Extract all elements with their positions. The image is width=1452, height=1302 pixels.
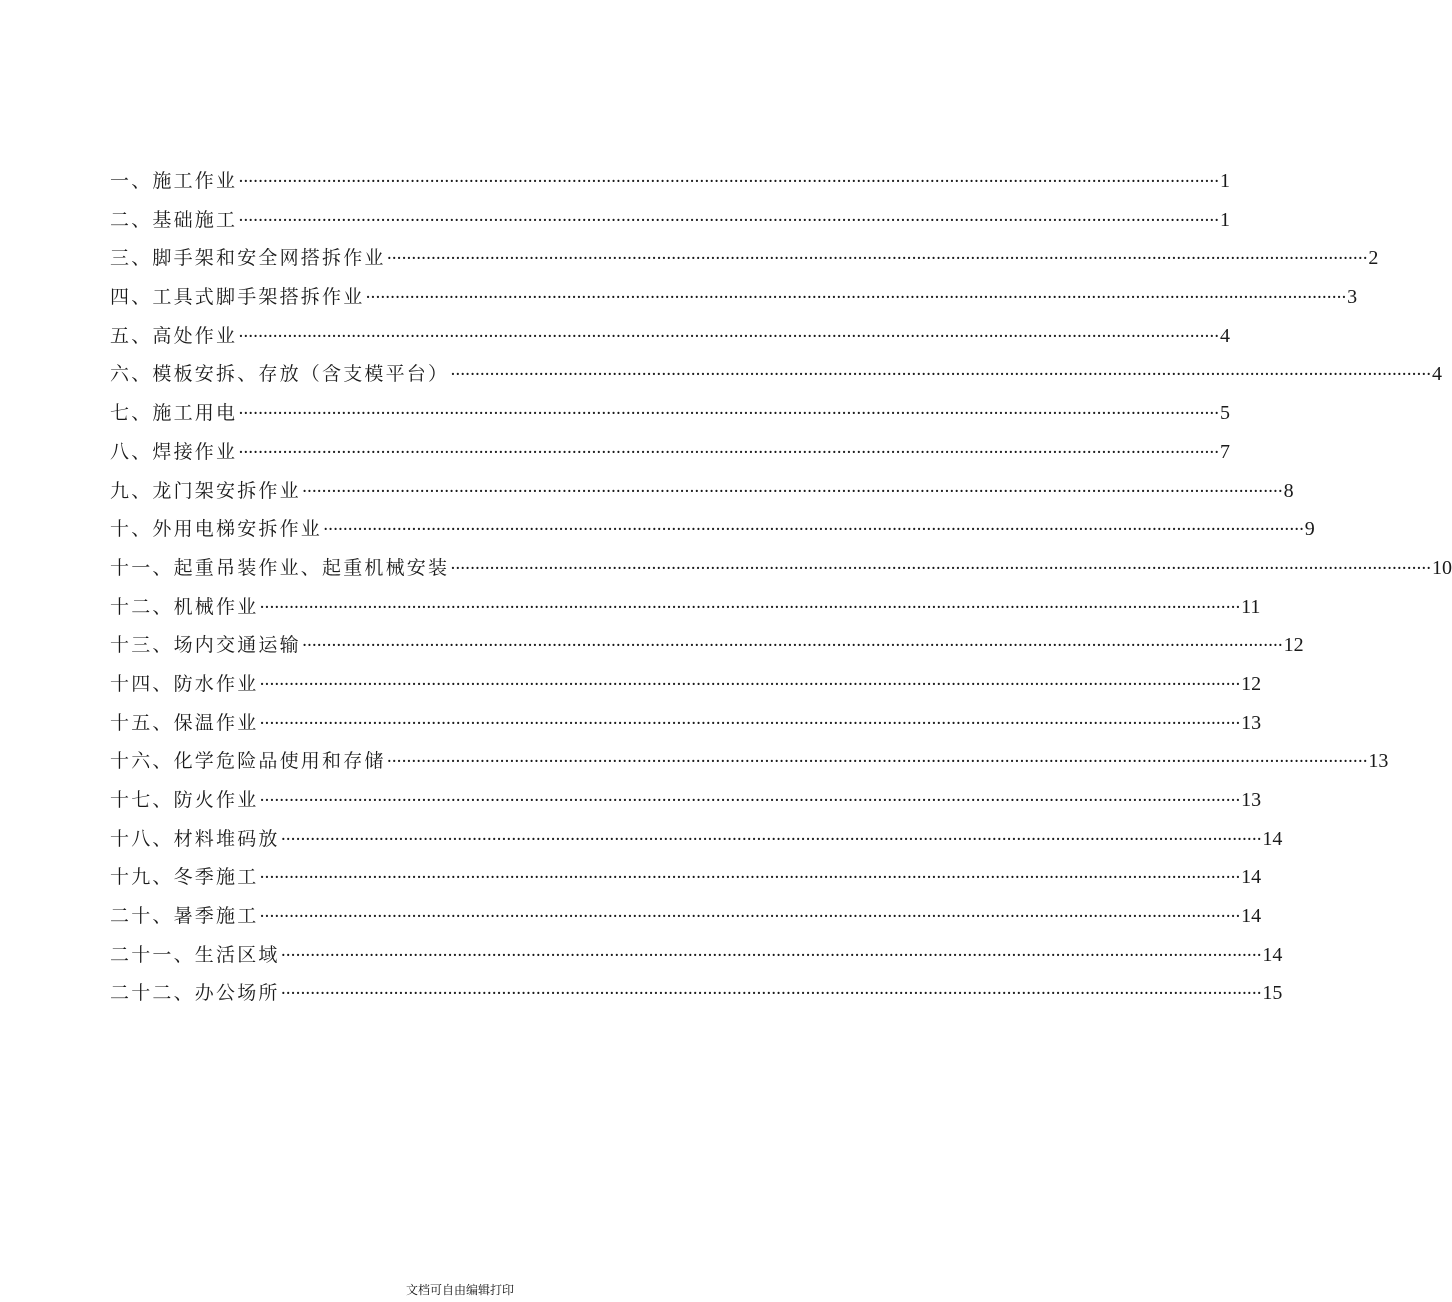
toc-entry[interactable]	[110, 239, 1379, 278]
toc-entry[interactable]	[110, 858, 1262, 897]
toc-entry-page: 12	[1241, 672, 1262, 695]
toc-entry-page: 4	[1431, 363, 1442, 386]
toc-leader-dots: ········································································································································································································	[259, 674, 1241, 695]
toc-leader-dots: ········································································································································································································	[259, 597, 1241, 618]
toc-entry-page: 14	[1262, 827, 1283, 850]
toc-entry-title: 十三、场内交通运输	[110, 634, 301, 657]
toc-entry[interactable]	[110, 510, 1315, 549]
toc-entry-title: 十八、材料堆码放	[110, 827, 280, 850]
toc-leader-dots: ········································································································································································································	[259, 713, 1241, 734]
toc-entry-page: 14	[1241, 866, 1262, 889]
toc-entry-title: 十七、防火作业	[110, 789, 259, 811]
toc-entry-title: 十五、保温作业	[110, 711, 259, 734]
toc-entry-title: 十四、防水作业	[110, 672, 259, 695]
toc-entry-title: 二十一、生活区域	[110, 943, 280, 966]
toc-entry[interactable]	[110, 820, 1283, 859]
toc-leader-dots: ········································································································································································································	[238, 210, 1219, 231]
toc-entry[interactable]	[110, 433, 1230, 472]
toc-entry[interactable]	[110, 278, 1358, 317]
toc-entry-page: 7	[1219, 440, 1230, 463]
table-of-contents	[110, 162, 1452, 1013]
toc-entry-page: 8	[1283, 479, 1294, 502]
toc-entry[interactable]	[110, 472, 1294, 511]
toc-entry-page: 15	[1262, 982, 1283, 1005]
toc-entry[interactable]	[110, 317, 1230, 356]
toc-entry-title: 十一、起重吊装作业、起重机械安装	[110, 556, 450, 579]
toc-entry-page: 14	[1262, 943, 1283, 966]
toc-entry[interactable]	[110, 394, 1230, 433]
toc-entry-title: 三、脚手架和安全网搭拆作业	[110, 247, 386, 270]
toc-leader-dots: ········································································································································································································	[280, 829, 1262, 850]
toc-entry-title: 二十二、办公场所	[110, 982, 280, 1005]
toc-entry-page: 13	[1241, 711, 1262, 734]
toc-leader-dots: ········································································································································································································	[259, 868, 1241, 889]
toc-entry-page: 14	[1241, 905, 1262, 928]
toc-entry[interactable]	[110, 704, 1262, 743]
toc-entry[interactable]	[110, 549, 1452, 588]
toc-entry-title: 十九、冬季施工	[110, 866, 259, 889]
toc-entry-title: 二、基础施工	[110, 208, 238, 231]
toc-entry[interactable]	[110, 162, 1230, 201]
toc-entry-page: 9	[1304, 518, 1315, 541]
toc-entry-page: 3	[1347, 286, 1358, 309]
toc-entry-page: 1	[1219, 170, 1230, 192]
toc-entry[interactable]	[110, 781, 1262, 820]
toc-entry-page: 13	[1241, 789, 1262, 811]
toc-entry-title: 一、施工作业	[110, 170, 238, 192]
toc-entry[interactable]	[110, 355, 1442, 394]
toc-entry-page: 10	[1431, 556, 1452, 579]
toc-entry[interactable]	[110, 936, 1283, 975]
toc-leader-dots: ········································································································································································································	[259, 907, 1241, 928]
toc-leader-dots: ········································································································································································································	[386, 249, 1368, 270]
toc-entry-title: 十、外用电梯安拆作业	[110, 518, 323, 541]
toc-entry-page: 4	[1219, 324, 1230, 347]
toc-leader-dots: ········································································································································································································	[238, 442, 1219, 463]
toc-entry-page: 5	[1219, 402, 1230, 425]
toc-entry[interactable]	[110, 665, 1262, 704]
toc-entry-title: 四、工具式脚手架搭拆作业	[110, 286, 365, 309]
toc-leader-dots: ········································································································································································································	[238, 172, 1219, 192]
toc-entry-title: 五、高处作业	[110, 324, 238, 347]
toc-entry-page: 1	[1219, 208, 1230, 231]
toc-entry-title: 九、龙门架安拆作业	[110, 479, 301, 502]
toc-entry[interactable]	[110, 742, 1389, 781]
toc-entry-title: 十二、机械作业	[110, 595, 259, 618]
toc-leader-dots: ········································································································································································································	[386, 752, 1368, 773]
toc-entry-page: 12	[1283, 634, 1304, 657]
toc-entry[interactable]	[110, 626, 1304, 665]
toc-leader-dots: ········································································································································································································	[238, 404, 1219, 425]
toc-leader-dots: ········································································································································································································	[450, 365, 1431, 386]
toc-leader-dots: ········································································································································································································	[301, 481, 1283, 502]
toc-leader-dots: ········································································································································································································	[238, 326, 1219, 347]
footer-note: 文档可自由编辑打印	[405, 1283, 514, 1297]
toc-entry-page: 13	[1368, 750, 1389, 773]
toc-leader-dots: ········································································································································································································	[280, 945, 1262, 966]
toc-entry-title: 七、施工用电	[110, 402, 238, 425]
toc-entry[interactable]	[110, 201, 1230, 240]
toc-entry-title: 八、焊接作业	[110, 440, 238, 463]
toc-leader-dots: ········································································································································································································	[365, 288, 1347, 309]
toc-entry-page: 2	[1368, 247, 1379, 270]
toc-entry[interactable]	[110, 897, 1262, 936]
toc-leader-dots: ········································································································································································································	[280, 984, 1262, 1005]
toc-entry[interactable]	[110, 974, 1283, 1013]
toc-entry-title: 十六、化学危险品使用和存储	[110, 750, 386, 773]
toc-entry[interactable]	[110, 588, 1261, 627]
toc-leader-dots: ········································································································································································································	[259, 791, 1241, 811]
toc-entry-title: 六、模板安拆、存放（含支模平台）	[110, 363, 450, 386]
toc-entry-title: 二十、暑季施工	[110, 905, 259, 928]
toc-leader-dots: ········································································································································································································	[323, 520, 1304, 541]
toc-leader-dots: ········································································································································································································	[301, 636, 1283, 657]
toc-leader-dots: ········································································································································································································	[450, 558, 1431, 579]
toc-entry-page: 11	[1241, 595, 1261, 618]
